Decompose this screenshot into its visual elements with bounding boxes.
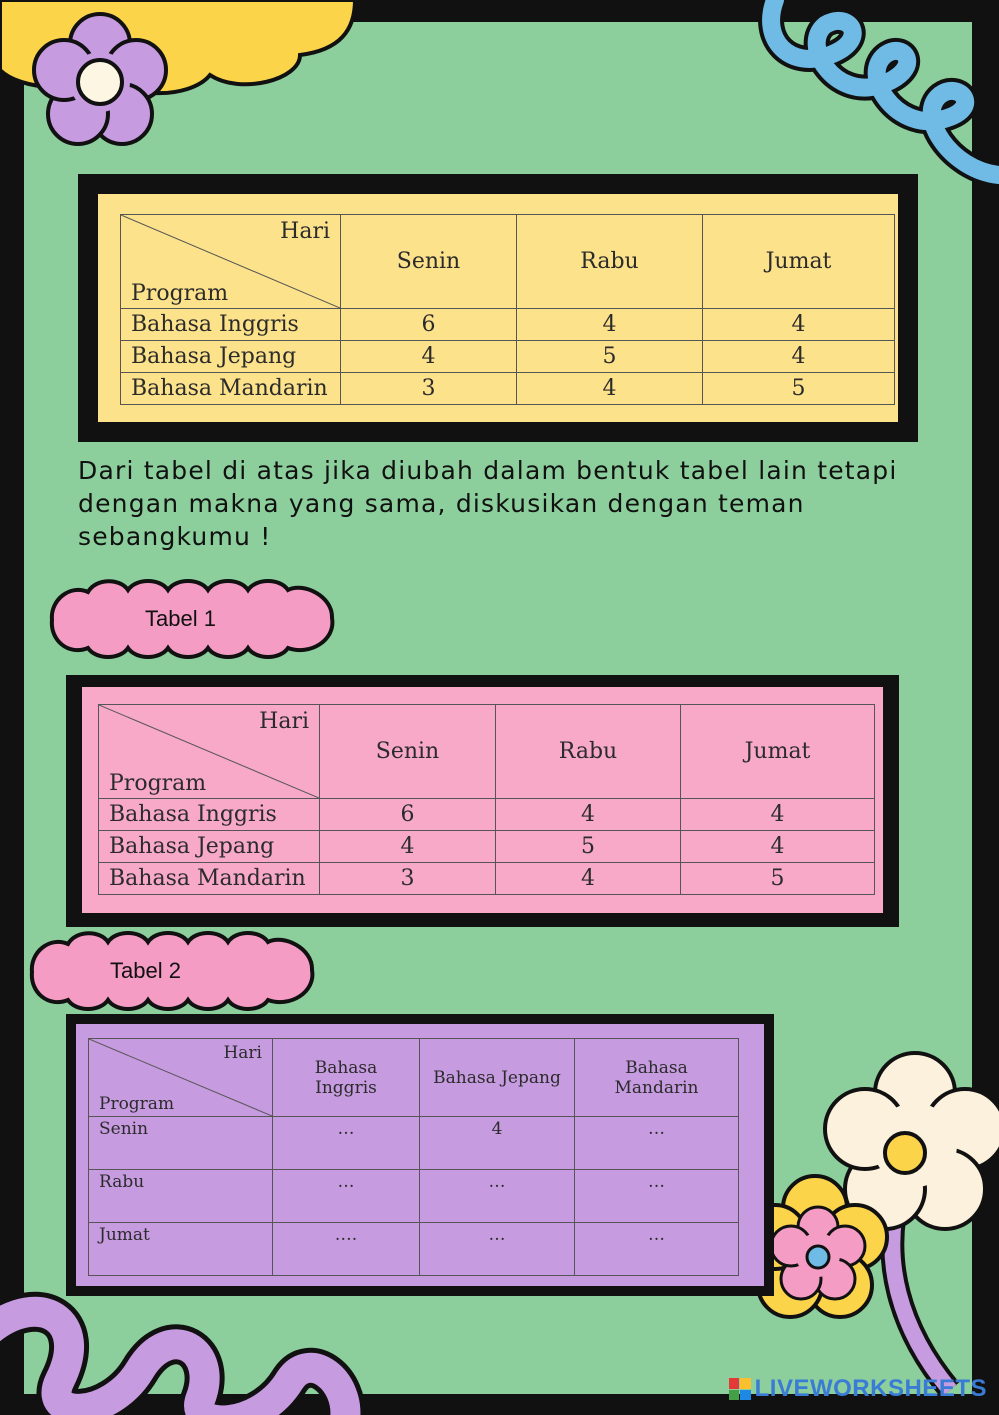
table-cell: … (420, 1223, 575, 1276)
row-label: Bahasa Inggris (121, 309, 341, 341)
table-row (89, 1117, 739, 1170)
table-cell: 4 (420, 1117, 575, 1170)
column-header: Rabu (517, 215, 703, 309)
table-cell: 6 (341, 309, 517, 341)
watermark-text: LIVEWORKSHEETS (754, 1375, 987, 1402)
tabel1-label: Tabel 1 (145, 606, 216, 631)
column-header: Bahasa Jepang (420, 1039, 575, 1117)
table-cell: 5 (703, 373, 895, 405)
corner-label-program: Program (99, 1094, 175, 1114)
table-cell: 4 (341, 341, 517, 373)
tabel1-background (82, 687, 883, 913)
row-label: Bahasa Mandarin (121, 373, 341, 405)
row-label: Bahasa Jepang (99, 831, 320, 863)
corner-label-hari: Hari (259, 709, 309, 734)
table-row (99, 831, 875, 863)
column-header: Jumat (681, 705, 875, 799)
table-cell: 3 (320, 863, 496, 895)
instruction-text: Dari tabel di atas jika diubah dalam bentuk tabel lain tetapi dengan makna yang sama, diskusikan dengan teman sebangkumu ! (78, 456, 898, 551)
table-row (89, 1223, 739, 1276)
table-row (99, 799, 875, 831)
table-cell: 3 (341, 373, 517, 405)
row-label: Senin (89, 1117, 273, 1170)
column-header: Rabu (496, 705, 681, 799)
row-label: Jumat (89, 1223, 273, 1276)
table-cell: 4 (496, 799, 681, 831)
source-table-panel (78, 174, 918, 442)
column-header: Bahasa Inggris (273, 1039, 420, 1117)
table-cell: 4 (681, 831, 875, 863)
table-cell: 4 (320, 831, 496, 863)
table-cell: 5 (681, 863, 875, 895)
table-cell: 4 (703, 309, 895, 341)
tabel1-label-badge (48, 578, 338, 660)
column-header: Senin (341, 215, 517, 309)
column-header: Bahasa Mandarin (575, 1039, 739, 1117)
tabel2-label-badge (28, 930, 318, 1012)
corner-label-hari: Hari (223, 1043, 262, 1063)
table-cell: 5 (496, 831, 681, 863)
table-corner-cell (99, 705, 320, 799)
table-corner-cell (89, 1039, 273, 1117)
table-cell: … (420, 1170, 575, 1223)
table-row (121, 309, 895, 341)
tabel1-panel (66, 675, 899, 927)
source-table (120, 214, 895, 405)
table-cell: 4 (681, 799, 875, 831)
table-cell: 4 (517, 309, 703, 341)
source-table-background (98, 194, 898, 422)
table-cell: 4 (517, 373, 703, 405)
table-cell: 4 (496, 863, 681, 895)
tabel1-table (98, 704, 875, 895)
table-cell: … (575, 1170, 739, 1223)
liveworksheets-logo-icon (729, 1378, 751, 1400)
tabel2-label: Tabel 2 (110, 958, 181, 983)
table-cell: … (273, 1170, 420, 1223)
row-label: Rabu (89, 1170, 273, 1223)
table-cell: 6 (320, 799, 496, 831)
table-row (121, 373, 895, 405)
row-label: Bahasa Mandarin (99, 863, 320, 895)
table-cell: … (575, 1117, 739, 1170)
column-header: Jumat (703, 215, 895, 309)
table-row (121, 341, 895, 373)
column-header: Senin (320, 705, 496, 799)
corner-label-program: Program (131, 281, 229, 306)
table-cell: … (273, 1117, 420, 1170)
corner-label-hari: Hari (280, 219, 330, 244)
table-row (99, 863, 875, 895)
corner-label-program: Program (109, 771, 207, 796)
tabel2-table (88, 1038, 739, 1276)
row-label: Bahasa Inggris (99, 799, 320, 831)
table-cell: 4 (703, 341, 895, 373)
table-cell: …. (273, 1223, 420, 1276)
table-row (89, 1170, 739, 1223)
table-corner-cell (121, 215, 341, 309)
tabel2-background (76, 1024, 764, 1286)
table-cell: … (575, 1223, 739, 1276)
liveworksheets-watermark[interactable] (729, 1375, 987, 1403)
tabel2-panel (66, 1014, 774, 1296)
row-label: Bahasa Jepang (121, 341, 341, 373)
table-cell: 5 (517, 341, 703, 373)
